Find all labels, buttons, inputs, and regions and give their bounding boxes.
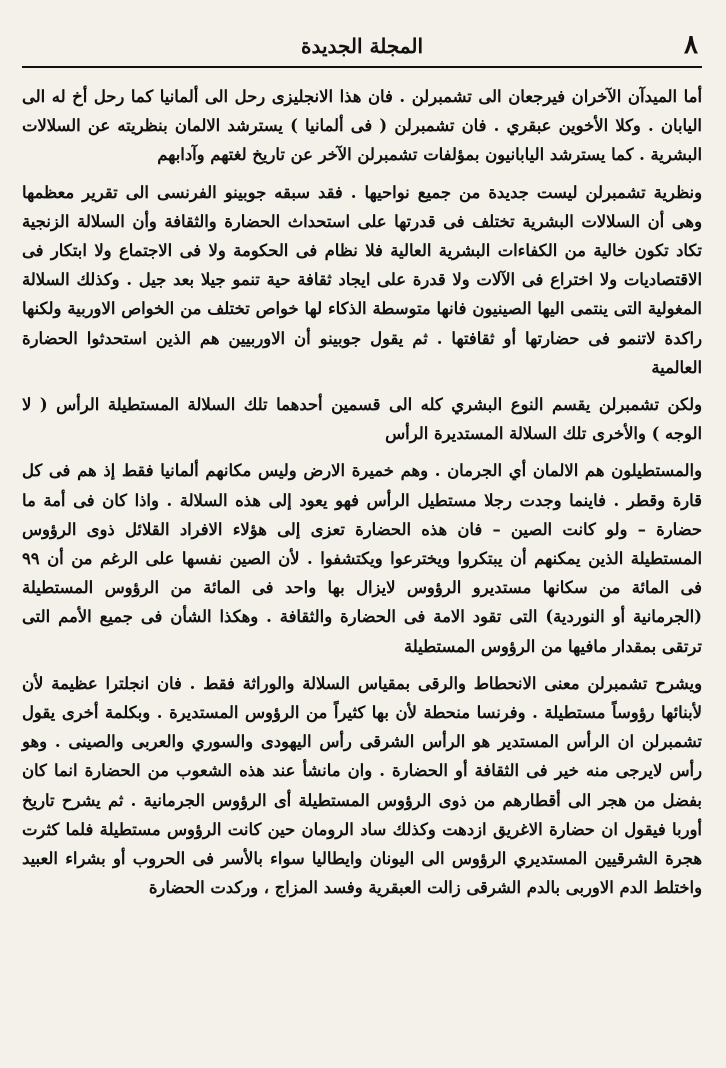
page-number: ٨ bbox=[684, 30, 698, 60]
paragraph-4: والمستطيلون هم الالمان أي الجرمان . وهم خميرة الارض وليس مكانهم ألمانيا فقط إذ هم فى كل قارة وقطر . فاينما وجدت رجلا مستطيل الرأس فهو يعود إلى هذه السلالة . واذا كان فى أمة ما حضارة – ولو كانت الصين – فان هذه الحضارة تعزى إلى هؤلاء الافراد القلائل ذوى الرؤوس المستطيلة الذين يمكنهم أن يبتكروا ويخترعوا ويكتشفوا . لأن الصين نفسها على الرغم من أن ٩٩ فى المائة من سكانها مستديرو الرؤوس لايزال بها واحد فى المائة من الرؤوس المستطيلة (الجرمانية أو النوردية) التى تقود الامة فى الحضارة والثقافة . وهكذا الشأن فى جميع الأمم التى ترتقى بمقدار مافيها من الرؤوس المستطيلة bbox=[22, 461, 702, 656]
page-header bbox=[22, 30, 702, 70]
article-body bbox=[22, 82, 702, 910]
paragraph-5: ويشرح تشمبرلن معنى الانحطاط والرقى بمقياس السلالة والوراثة فقط . فان انجلترا عظيمة لأن لأبنائها رؤوساً مستطيلة . وفرنسا منحطة لأن بها كثيراً من الرؤوس المستديرة . وبكلمة أخرى يقول تشمبرلن ان الرأس المستدير هو الرأس الشرقى رأس اليهودى والسوري والعربى والصينى . وهو رأس لايرجى منه خير فى الثقافة أو الحضارة . وان مانشأ عند هذه الشعوب من الحضارة انما كان بفضل من هجر الى أقطارهم من ذوى الرؤوس المستطيلة أى الرؤوس الجرمانية . ثم يشرح تاريخ أوربا فيقول ان حضارة الاغريق ازدهت وكذلك ساد الرومان حين كانت الرؤوس مستطيلة فلما كثرت هجرة الشرقيين المستديري الرؤوس الى اليونان وايطاليا سواء بالأسر فى الحروب أو بشراء العبيد واختلط الدم الاوربى بالدم الشرقى زالت العبقرية وفسد المزاج ، وركدت الحضارة bbox=[22, 673, 702, 898]
header-rule bbox=[22, 66, 702, 68]
paragraph-1: أما الميدآن الآخران فيرجعان الى تشمبرلن . فان هذا الانجليزى رحل الى ألمانيا كما رحل أخ له الى اليابان . وكلا الأخوين عبقري . فان تشمبرلن ( فى ألمانيا ) يسترشد الالمان بنظريته عن السلالات البشرية . كما يسترشد اليابانيون بمؤلفات تشمبرلن الآخر عن تاريخ لغتهم وآدابهم bbox=[22, 87, 702, 165]
journal-title: المجلة الجديدة bbox=[300, 34, 424, 58]
paragraph-3: ولكن تشمبرلن يقسم النوع البشري كله الى قسمين أحدهما تلك السلالة المستطيلة الرأس ( لا الوجه ) والأخرى تلك السلالة المستديرة الرأس bbox=[22, 395, 703, 444]
paragraph-2: ونظرية تشمبرلن ليست جديدة من جميع نواحيها . فقد سبقه جوبينو الفرنسى الى تقرير معظمها وهى أن السلالات البشرية تختلف فى قدرتها على استحداث الحضارة والثقافة وأن السلالة الزنجية تكاد تكون خالية من الكفاءات البشرية العالية فلا نظام فى الحكومة ولا فى الاجتماع ولا ابتكار فى الاقتصاديات ولا اختراع فى الآلات ولا قدرة على ايجاد ثقافة حية تنمو جيلا بعد جيل . وكذلك السلالة المغولية التى ينتمى اليها الصينيون فانها متوسطة الذكاء لها خواص تختلف من الخواص الاوربية ولكنها راكدة لاتنمو فى حضارتها أو ثقافتها . ثم يقول جوبينو أن الاوربيين هم الذين استحدثوا الحضارة العالمية bbox=[22, 182, 702, 377]
